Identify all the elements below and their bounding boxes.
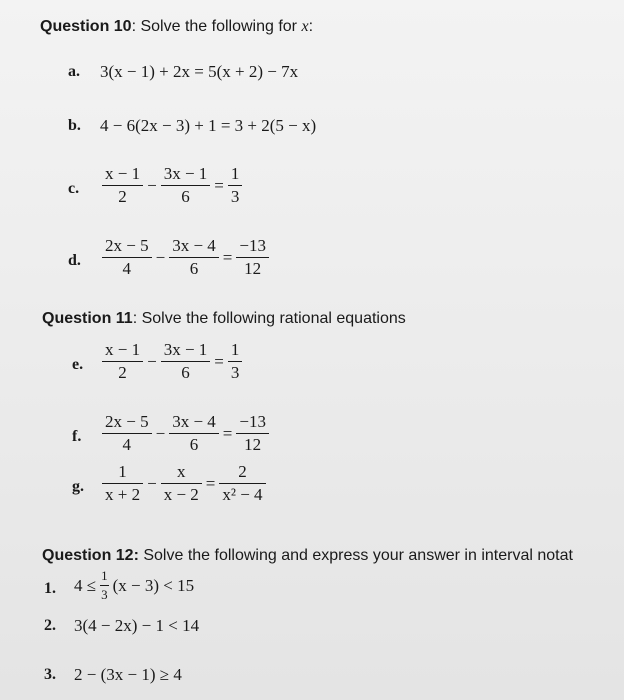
item-d-letter: d.	[68, 252, 81, 269]
question-10-colon: :	[308, 18, 314, 35]
denominator: 2	[118, 187, 127, 206]
item-3-inequality: 2 − (3x − 1) ≥ 4	[74, 665, 182, 684]
item-1-number: 1.	[44, 580, 56, 597]
fraction	[161, 340, 211, 383]
denominator: 4	[122, 259, 132, 278]
question-12-text: Solve the following and express your answer in interval notat	[138, 547, 573, 564]
question-12-heading	[42, 547, 573, 565]
minus-sign: −	[147, 351, 157, 371]
fraction	[100, 568, 109, 603]
numerator: 3x − 4	[169, 236, 219, 258]
numerator: 2x − 5	[102, 236, 152, 258]
numerator: 3x − 4	[169, 412, 219, 434]
item-g-letter: g.	[72, 478, 84, 495]
item-c-letter: c.	[68, 180, 80, 197]
fraction	[102, 164, 143, 207]
fraction	[102, 462, 143, 505]
item-b-letter: b.	[68, 117, 81, 134]
question-10-variable: x	[301, 18, 309, 35]
denominator: 6	[181, 187, 190, 206]
item-1-inequality	[72, 568, 196, 603]
minus-sign: −	[155, 423, 166, 443]
fraction	[219, 462, 265, 505]
equals-sign: =	[214, 175, 224, 195]
fraction	[236, 236, 269, 279]
numerator: −13	[236, 412, 269, 434]
denominator: 3	[101, 587, 108, 602]
item-c-equation	[100, 164, 244, 207]
question-10-label: Question 10	[40, 18, 132, 35]
denominator: 3	[230, 363, 240, 382]
denominator: 3	[230, 187, 240, 206]
numerator: 2	[219, 462, 265, 484]
fraction	[102, 412, 152, 455]
item-f-letter: f.	[72, 428, 82, 445]
denominator: 6	[189, 435, 199, 454]
item-2-number: 2.	[44, 617, 56, 634]
fraction	[236, 412, 269, 455]
numerator: 1	[228, 164, 243, 186]
item-e-letter: e.	[72, 356, 84, 373]
inequality-left: 4 ≤	[74, 575, 97, 595]
equals-sign: =	[205, 473, 216, 493]
question-11-label: Question 11	[42, 310, 133, 327]
fraction	[169, 236, 219, 279]
item-a-letter: a.	[68, 63, 80, 80]
question-10-heading	[40, 18, 313, 36]
denominator: x − 2	[163, 485, 199, 504]
equals-sign: =	[222, 423, 233, 443]
numerator: 3x − 1	[161, 340, 211, 362]
question-12-label: Question 12:	[42, 547, 139, 564]
fraction	[169, 412, 219, 455]
question-11-text: : Solve the following rational equations	[132, 310, 406, 327]
numerator: 1	[100, 568, 109, 586]
denominator: 6	[189, 259, 199, 278]
minus-sign: −	[147, 473, 157, 493]
item-3-number: 3.	[44, 666, 56, 683]
numerator: x − 1	[102, 340, 143, 362]
inequality-right: (x − 3) < 15	[112, 575, 195, 595]
fraction	[161, 164, 211, 207]
numerator: −13	[236, 236, 269, 258]
denominator: 2	[118, 363, 127, 382]
minus-sign: −	[147, 175, 157, 195]
denominator: x + 2	[105, 485, 141, 504]
numerator: x	[161, 462, 202, 484]
item-b-equation: 4 − 6(2x − 3) + 1 = 3 + 2(5 − x)	[100, 116, 317, 135]
item-f-equation	[100, 412, 271, 455]
question-11-heading	[42, 310, 406, 328]
item-d-equation	[100, 236, 271, 279]
equals-sign: =	[222, 247, 233, 267]
item-a-equation: 3(x − 1) + 2x = 5(x + 2) − 7x	[100, 62, 299, 81]
fraction	[102, 236, 152, 279]
numerator: 3x − 1	[161, 164, 211, 186]
denominator: 12	[244, 435, 262, 454]
equals-sign: =	[214, 351, 224, 371]
fraction	[228, 164, 243, 207]
denominator: 6	[181, 363, 190, 382]
numerator: 1	[102, 462, 143, 484]
item-2-inequality: 3(4 − 2x) − 1 < 14	[74, 616, 200, 635]
denominator: 4	[122, 435, 132, 454]
fraction	[102, 340, 143, 383]
fraction	[228, 340, 243, 383]
numerator: 2x − 5	[102, 412, 152, 434]
item-g-equation	[100, 462, 268, 505]
numerator: x − 1	[102, 164, 143, 186]
question-10-text: : Solve the following for	[131, 18, 302, 35]
denominator: 12	[244, 259, 262, 278]
minus-sign: −	[155, 247, 166, 267]
item-e-equation	[100, 340, 244, 383]
denominator: x² − 4	[222, 485, 263, 504]
fraction	[161, 462, 202, 505]
numerator: 1	[228, 340, 243, 362]
